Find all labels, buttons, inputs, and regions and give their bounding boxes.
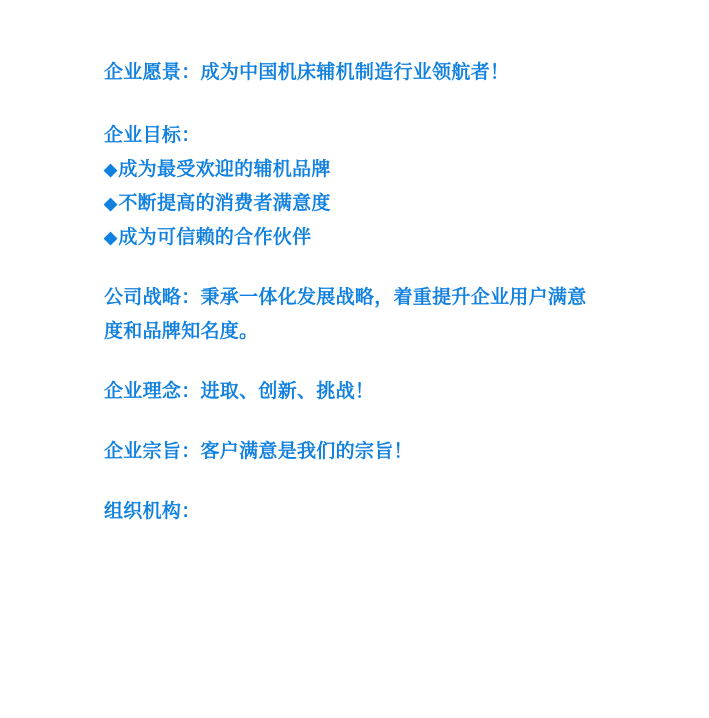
section-purpose [104, 435, 614, 469]
organization-heading: 组织机构： [104, 501, 201, 522]
goals-heading: 企业目标： [104, 125, 201, 146]
spacer [104, 90, 614, 119]
goals-bullet-item [104, 221, 614, 255]
section-philosophy [104, 375, 614, 409]
goals-bullet-item [104, 153, 614, 187]
section-goals [104, 119, 614, 255]
section-strategy [104, 281, 604, 349]
diamond-bullet-icon: ◆ [104, 194, 118, 213]
spacer [104, 469, 614, 495]
section-vision [104, 56, 614, 90]
spacer [104, 255, 614, 281]
spacer [104, 409, 614, 435]
strategy-heading: 公司战略：秉承一体化发展战略，着重提升企业用户满意度和品牌知名度。 [104, 287, 587, 342]
section-organization [104, 495, 614, 529]
diamond-bullet-icon: ◆ [104, 228, 118, 247]
diamond-bullet-icon: ◆ [104, 160, 118, 179]
goals-bullet-label: 成为可信赖的合作伙伴 [118, 227, 312, 248]
philosophy-heading: 企业理念：进取、创新、挑战！ [104, 381, 375, 402]
goals-bullet-label: 成为最受欢迎的辅机品牌 [118, 159, 331, 180]
purpose-heading: 企业宗旨：客户满意是我们的宗旨！ [104, 441, 413, 462]
spacer [104, 349, 614, 375]
goals-bullet-item [104, 187, 614, 221]
goals-bullet-label: 不断提高的消费者满意度 [118, 193, 331, 214]
vision-heading: 企业愿景：成为中国机床辅机制造行业领航者！ [104, 62, 510, 83]
